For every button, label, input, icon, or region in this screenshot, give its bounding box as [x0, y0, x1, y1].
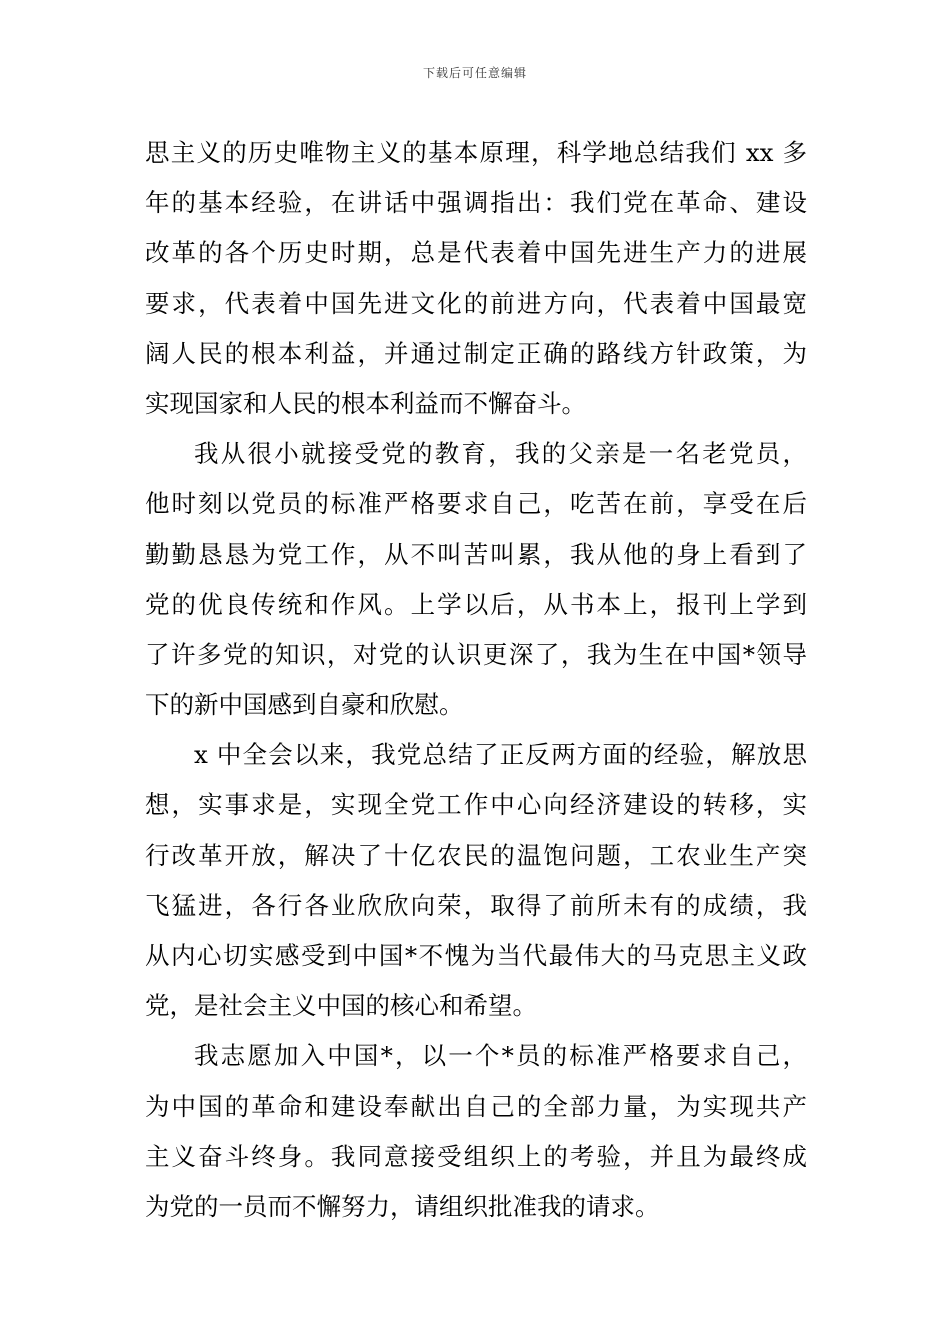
paragraph-2-line-4: 党的优良传统和作风。上学以后，从书本上，报刊上学到 — [145, 589, 807, 619]
paragraph-4-line-2: 为中国的革命和建设奉献出自己的全部力量，为实现共产 — [145, 1091, 807, 1121]
paragraph-1-line-4: 要求，代表着中国先进文化的前进方向，代表着中国最宽 — [145, 288, 807, 318]
paragraph-2-line-1: 我从很小就接受党的教育，我的父亲是一名老党员， — [194, 439, 807, 469]
paragraph-1-line-1: 思主义的历史唯物主义的基本原理，科学地总结我们 xx 多 — [145, 138, 807, 167]
header-note: 下载后可任意编辑 — [422, 66, 527, 80]
paragraph-2-line-3: 勤勤恳恳为党工作，从不叫苦叫累，我从他的身上看到了 — [145, 539, 807, 569]
paragraph-1-line-5: 阔人民的根本利益，并通过制定正确的路线方针政策，为 — [145, 338, 807, 368]
paragraph-4-line-4: 为党的一员而不懈努力，请组织批准我的请求。 — [145, 1191, 660, 1221]
paragraph-3-line-5: 从内心切实感受到中国*不愧为当代最伟大的马克思主义政 — [145, 941, 807, 970]
paragraph-2-line-6: 下的新中国感到自豪和欣慰。 — [145, 690, 464, 720]
paragraph-1-line-3: 改革的各个历史时期，总是代表着中国先进生产力的进展 — [145, 238, 807, 268]
paragraph-4-line-3: 主义奋斗终身。我同意接受组织上的考验，并且为最终成 — [145, 1141, 807, 1171]
paragraph-2-line-2: 他时刻以党员的标准严格要求自己，吃苦在前，享受在后 — [145, 489, 807, 519]
paragraph-4-line-1: 我志愿加入中国*，以一个*员的标准严格要求自己， — [194, 1041, 807, 1071]
paragraph-3-line-4: 飞猛进，各行各业欣欣向荣，取得了前所未有的成绩，我 — [145, 890, 807, 920]
paragraph-1-line-6: 实现国家和人民的根本利益而不懈奋斗。 — [145, 388, 586, 418]
paragraph-3-line-1: x 中全会以来，我党总结了正反两方面的经验，解放思 — [194, 740, 807, 770]
paragraph-3-line-6: 党，是社会主义中国的核心和希望。 — [145, 991, 537, 1021]
paragraph-3-line-2: 想，实事求是，实现全党工作中心向经济建设的转移，实 — [145, 790, 807, 820]
paragraph-2-line-5: 了许多党的知识，对党的认识更深了，我为生在中国*领导 — [145, 639, 807, 669]
document-body — [145, 128, 807, 1232]
paragraph-1-line-2: 年的基本经验，在讲话中强调指出：我们党在革命、建设 — [145, 188, 807, 218]
paragraph-3-line-3: 行改革开放，解决了十亿农民的温饱问题，工农业生产突 — [145, 840, 807, 870]
